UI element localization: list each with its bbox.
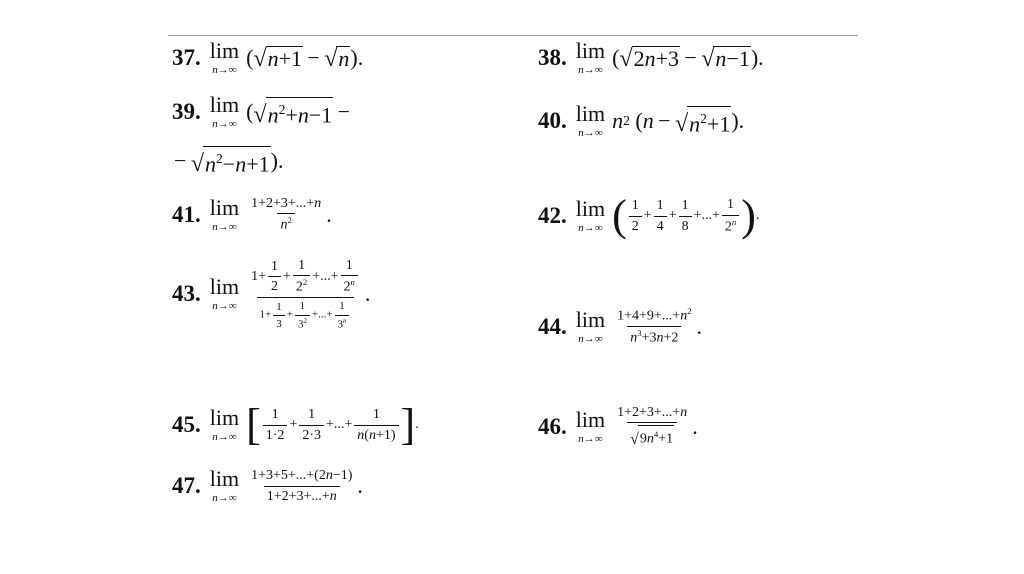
problem-number: 42. [538,203,567,228]
fraction: 1+ $\frac{1}{2}$ + $\frac{1}{2^2}$ +...+ $\frac{1}{2^n}$ 1+ $\frac{1}{3}$ + $\frac{1}{3^2}$ +...+ $\frac{1}{3^n}$ [248,258,363,330]
problem-39-continuation [174,146,283,176]
problem-39 [172,94,350,130]
lim-operator: lim n→∞ [575,101,606,139]
problem-40 [538,103,744,139]
problem-number: 44. [538,313,567,339]
lim-operator: lim n→∞ [575,38,606,76]
expression: n 2 ( n − √ $n^2+1$ ). [612,106,744,136]
expression: $\frac{1+4+9+...+n^2}{n^3+3n+2}$ . [612,307,702,346]
problem-46 [538,405,698,448]
problem-42 [538,191,760,240]
lim-operator: lim n→∞ [209,194,240,233]
problem-number: 45. [172,412,201,437]
lim-operator: lim n→∞ [209,92,240,130]
problem-number: 41. [172,201,201,227]
radical: √ $n^2-n+1$ [191,146,271,176]
problem-41 [172,196,332,233]
problem-number: 37. [172,45,201,70]
problem-number: 40. [538,108,567,133]
problem-number: 46. [538,413,567,439]
expression: ( √ 2n+3 − √ n−1 ). [612,45,764,72]
radical: √ 2n+3 [619,45,680,72]
lim-operator: lim n→∞ [575,306,606,345]
fraction: $\frac{1+3+5+...+(2n-1)}{1+2+3+...+n}$ [251,468,353,504]
lim-operator: lim n→∞ [575,406,606,445]
fraction: 1+2+3+...+n √ $9n^4+1$ [617,405,688,449]
top-rule [168,35,858,36]
expression: ( $\frac{1}{2}$ + $\frac{1}{4}$ + $\frac{1}{8}$ +...+ $\frac{1}{2^n}$ ) . [612,191,760,240]
problem-number: 38. [538,45,567,70]
expression: ( √ n+1 − √ n ). [246,45,364,72]
problem-37 [172,40,363,76]
expression: ( √ $n^2+n-1$ − [246,97,350,127]
fraction: $\frac{1+2+3+...+n}{n^2}$ [251,196,322,234]
problem-38 [538,40,764,76]
lim-operator: lim n→∞ [209,274,240,313]
problem-number: 43. [172,281,201,307]
problem-number: 47. [172,473,201,498]
lim-operator: lim n→∞ [209,38,240,76]
problem-44 [538,307,702,346]
lim-operator: lim n→∞ [575,196,606,234]
radical: √ $n^2+1$ [675,106,731,136]
radical: √ $n^2+n-1$ [253,97,333,127]
lim-operator: lim n→∞ [209,466,240,504]
problem-47 [172,468,363,504]
expression: 1+ $\frac{1}{2}$ + $\frac{1}{2^2}$ +...+ $\frac{1}{2^n}$ 1+ $\frac{1}{3}$ + $\frac{1}{3^2}$ +...+ $\frac{1}{3^n}$ . [246,258,370,330]
fraction: $\frac{1+4+9+...+n^2}{n^3+3n+2}$ [617,306,692,346]
problem-number: 39. [172,99,201,124]
radical: √ n−1 [701,45,750,72]
problem-45 [172,400,419,449]
expression: − √ $n^2-n+1$ ). [174,146,283,176]
radical: √ n+1 [253,45,303,72]
expression: $\frac{1+3+5+...+(2n-1)}{1+2+3+...+n}$ . [246,468,363,504]
problem-43 [172,258,370,330]
expression: $\frac{1+2+3+...+n}{n^2}$ . [246,196,332,233]
expression: 1+2+3+...+n √ $9n^4+1$ . [612,405,698,448]
lim-operator: lim n→∞ [209,405,240,443]
expression: [ $\frac{1}{1\cdot 2}$ + $\frac{1}{2\cdot 3}$ +...+ $\frac{1}{n(n+1)}$ ] . [246,400,419,449]
radical: √ n [324,45,350,72]
